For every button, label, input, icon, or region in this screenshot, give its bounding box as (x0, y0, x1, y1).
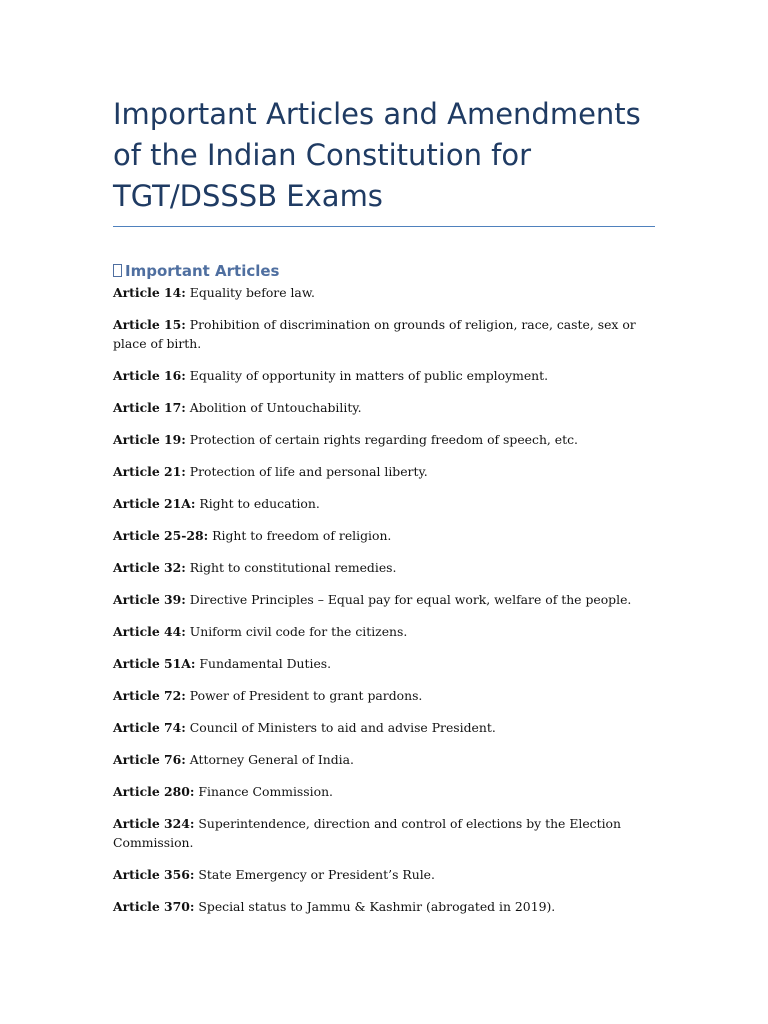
article-description: Equality before law. (185, 285, 315, 300)
article-number: Article 16: (113, 368, 186, 383)
article-number: Article 25-28: (113, 528, 209, 543)
article-description: Right to education. (195, 496, 320, 511)
article-item (113, 526, 655, 545)
article-item (113, 718, 655, 737)
section-heading-label: Important Articles (125, 262, 280, 280)
article-description: Council of Ministers to aid and advise President. (185, 720, 496, 735)
missing-glyph-icon (113, 264, 122, 277)
article-list (113, 283, 655, 916)
article-number: Article 356: (113, 867, 195, 882)
article-item (113, 462, 655, 481)
article-number: Article 19: (113, 432, 186, 447)
article-item (113, 654, 655, 673)
article-item (113, 814, 655, 852)
article-item (113, 686, 655, 705)
article-description: Power of President to grant pardons. (185, 688, 423, 703)
document-page (113, 94, 655, 929)
article-number: Article 324: (113, 816, 195, 831)
article-number: Article 21A: (113, 496, 196, 511)
article-number: Article 76: (113, 752, 186, 767)
article-item (113, 398, 655, 417)
article-description: Abolition of Untouchability. (185, 400, 362, 415)
article-item (113, 558, 655, 577)
article-number: Article 280: (113, 784, 195, 799)
document-title: Important Articles and Amendments of the Indian Constitution for TGT/DSSSB Exams (113, 97, 641, 213)
article-number: Article 370: (113, 899, 195, 914)
article-number: Article 74: (113, 720, 186, 735)
article-description: Protection of certain rights regarding freedom of speech, etc. (185, 432, 579, 447)
article-description: Prohibition of discrimination on grounds of religion, race, caste, sex or place of birth. (113, 317, 636, 351)
article-number: Article 44: (113, 624, 186, 639)
article-item (113, 865, 655, 884)
article-item (113, 590, 655, 609)
article-number: Article 72: (113, 688, 186, 703)
article-description: Right to freedom of religion. (208, 528, 392, 543)
article-number: Article 39: (113, 592, 186, 607)
article-item (113, 782, 655, 801)
article-description: Special status to Jammu & Kashmir (abrogated in 2019). (194, 899, 556, 914)
article-description: Attorney General of India. (185, 752, 354, 767)
article-description: Uniform civil code for the citizens. (185, 624, 408, 639)
article-number: Article 21: (113, 464, 186, 479)
article-description: Right to constitutional remedies. (185, 560, 397, 575)
article-number: Article 15: (113, 317, 186, 332)
article-description: State Emergency or President’s Rule. (194, 867, 435, 882)
article-number: Article 14: (113, 285, 186, 300)
section-heading-important-articles (113, 261, 655, 281)
article-description: Superintendence, direction and control of elections by the Election Commission. (113, 816, 621, 850)
article-description: Fundamental Duties. (195, 656, 332, 671)
article-item (113, 622, 655, 641)
article-description: Finance Commission. (194, 784, 333, 799)
article-item (113, 494, 655, 513)
article-description: Protection of life and personal liberty. (185, 464, 428, 479)
article-item (113, 283, 655, 302)
article-item (113, 430, 655, 449)
article-item (113, 315, 655, 353)
article-item (113, 750, 655, 769)
article-description: Directive Principles – Equal pay for equal work, welfare of the people. (185, 592, 632, 607)
article-item (113, 897, 655, 916)
article-number: Article 51A: (113, 656, 196, 671)
article-description: Equality of opportunity in matters of public employment. (185, 368, 549, 383)
article-number: Article 32: (113, 560, 186, 575)
article-item (113, 366, 655, 385)
article-number: Article 17: (113, 400, 186, 415)
title-divider (113, 226, 655, 227)
